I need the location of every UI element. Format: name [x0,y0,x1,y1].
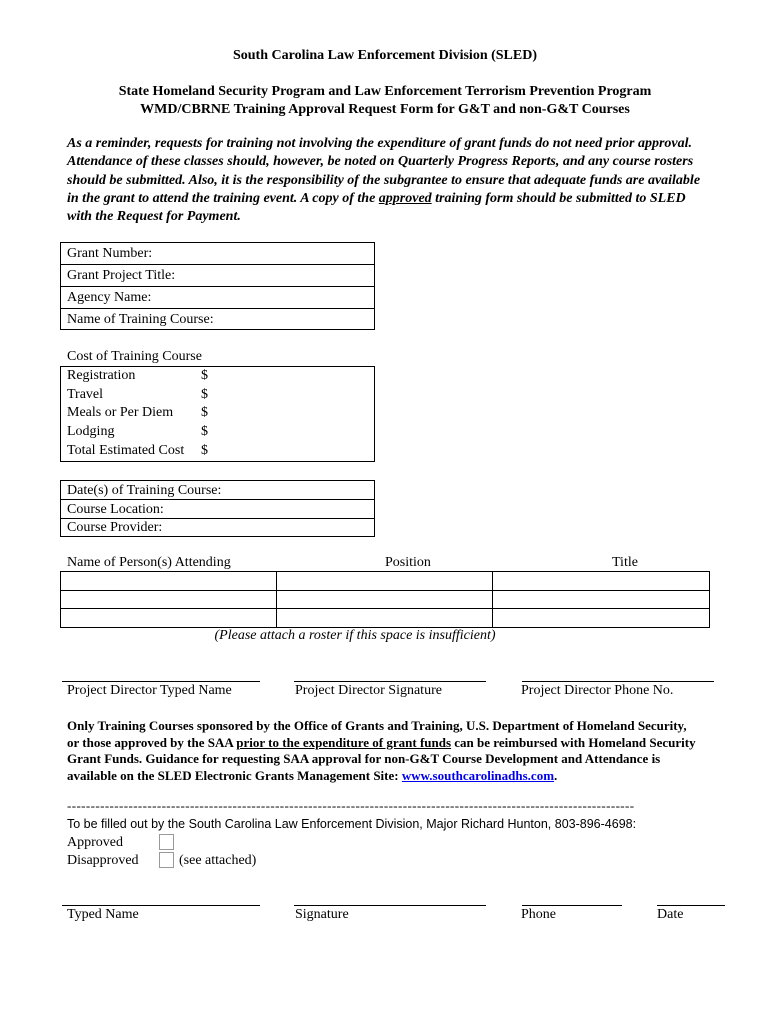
funding-notice [67,718,697,784]
approved-label: Approved [67,835,123,850]
currency-symbol: $ [201,424,208,439]
attendee-position-cell[interactable] [277,591,493,609]
agency-title: South Carolina Law Enforcement Division (SLED) [232,48,537,63]
cost-heading: Cost of Training Course [67,349,202,364]
cost-label: Lodging [67,424,115,439]
course-dates-field[interactable]: Date(s) of Training Course: [61,481,374,500]
sled-signature-label: Signature [295,907,349,922]
phone-line[interactable] [522,681,714,682]
pd-phone-label: Project Director Phone No. [521,683,674,698]
sled-date-label: Date [657,907,684,922]
sled-website-link[interactable]: www.southcarolinadhs.com [401,767,555,783]
sled-signature-line[interactable] [294,905,486,906]
attendees-table [60,571,710,628]
notice-text-2: can be reimbursed with Homeland Security Grant Funds. Guidance for requesting SAA approval for non-G&T Course Development and Attendance is available on the SLED Electronic Grants Management Site: [67,734,696,783]
intro-underlined: approved [378,190,432,206]
cost-registration[interactable] [61,368,374,384]
attendee-position-cell[interactable] [277,572,493,591]
attendees-col-name: Name of Person(s) Attending [67,555,231,570]
notice-end: . [554,767,558,783]
roster-note: (Please attach a roster if this space is insufficient) [214,628,496,643]
cost-label: Total Estimated Cost [67,443,185,458]
course-provider-field[interactable]: Course Provider: [67,520,163,535]
attendee-name-cell[interactable] [61,609,277,628]
sled-phone-line[interactable] [522,905,622,906]
grant-project-title-field[interactable]: Grant Project Title: [61,265,374,287]
training-course-name-field[interactable]: Name of Training Course: [67,312,214,327]
intro-paragraph [67,135,707,226]
cost-travel[interactable] [61,387,374,403]
program-title: State Homeland Security Program and Law Enforcement Terrorism Prevention Program [118,84,652,99]
cost-label: Meals or Per Diem [67,405,174,420]
attendees-col-title: Title [612,555,638,570]
pd-signature-label: Project Director Signature [295,683,442,698]
form-title: WMD/CBRNE Training Approval Request Form for G&T and non-G&T Courses [140,102,630,117]
sled-typed-name-label: Typed Name [67,907,139,922]
currency-symbol: $ [201,443,208,458]
notice-text-1: Only Training Courses sponsored by the Office of Grants and Training, U.S. Department of Homeland Security, or those approved by the SAA [67,718,687,750]
cost-meals[interactable] [61,405,374,421]
section-divider: ------------------------------------------------------------------------------------------------------------------------ [67,798,635,813]
sled-phone-label: Phone [521,907,556,922]
intro-text-1: As a reminder, requests for training not involving the expenditure of grant funds do not need prior approval. Attendance of these classes should, however, be noted on Quarterly Progress Reports, and any course rosters should be submitted. Also, it is the responsibility of the subgrantee to ensure that adequate funds are available in the grant to attend the training event. A copy of the [67,136,701,206]
cost-label: Travel [67,387,104,402]
see-attached-label: (see attached) [179,853,257,868]
cost-box [60,366,375,462]
attendee-name-cell[interactable] [61,591,277,609]
cost-lodging[interactable] [61,424,374,440]
typed-name-line[interactable] [62,681,260,682]
approved-checkbox[interactable] [159,834,174,850]
grant-info-box [60,242,375,330]
cost-label: Registration [67,368,136,383]
signature-line[interactable] [294,681,486,682]
cost-total[interactable] [61,443,374,459]
disapproved-label: Disapproved [67,853,139,868]
disapproved-checkbox[interactable] [159,852,174,868]
course-details-box [60,480,375,537]
pd-typed-name-label: Project Director Typed Name [67,683,232,698]
currency-symbol: $ [201,387,208,402]
attendee-title-cell[interactable] [493,609,710,628]
course-location-field[interactable]: Course Location: [61,500,374,519]
notice-underlined: prior to the expenditure of grant funds [236,734,452,750]
attendee-name-cell[interactable] [61,572,277,591]
agency-name-field[interactable]: Agency Name: [61,287,374,309]
attendees-col-position: Position [385,555,431,570]
currency-symbol: $ [201,368,208,383]
sled-date-line[interactable] [657,905,725,906]
intro-text-2: training form should be submitted to SLED with the Request for Payment. [67,190,686,225]
attendee-title-cell[interactable] [493,591,710,609]
currency-symbol: $ [201,405,208,420]
sled-instruction: To be filled out by the South Carolina Law Enforcement Division, Major Richard Hunton, 803-896-4698: [67,817,637,831]
attendee-title-cell[interactable] [493,572,710,591]
attendee-position-cell[interactable] [277,609,493,628]
sled-typed-name-line[interactable] [62,905,260,906]
grant-number-field[interactable]: Grant Number: [61,243,374,265]
